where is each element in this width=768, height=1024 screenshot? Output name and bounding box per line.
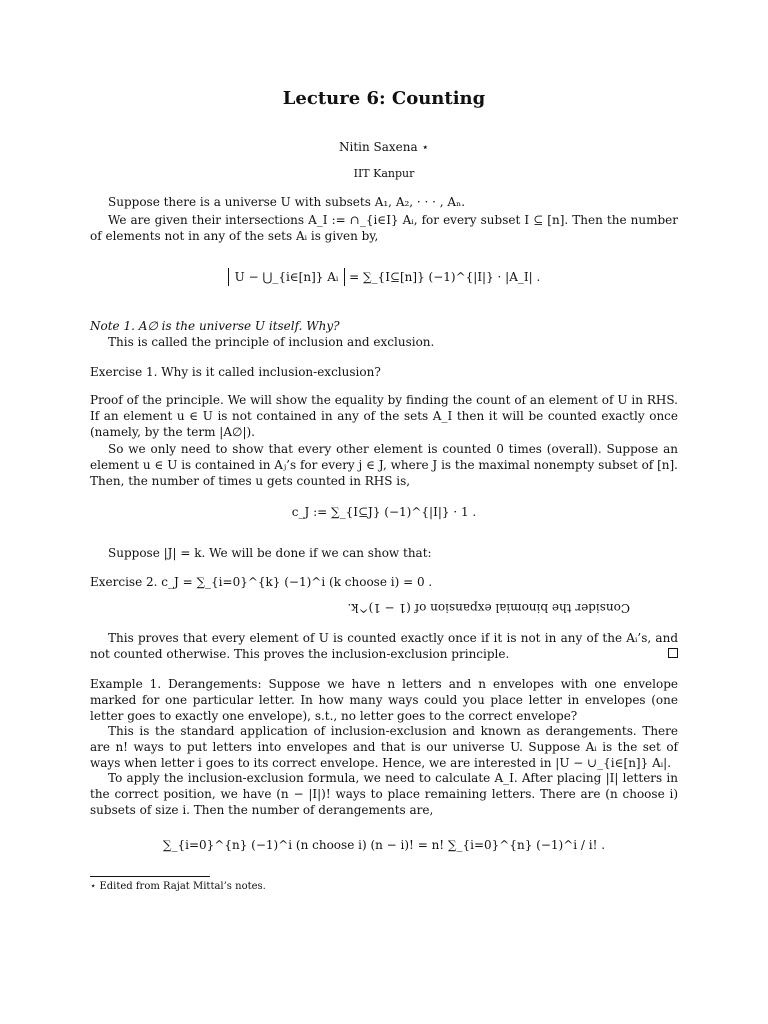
qed-square-icon <box>668 648 678 658</box>
affiliation: IIT Kanpur <box>353 167 415 180</box>
proof-paragraph-1: Proof of the principle. We will show the equality by finding the count of an element of U in RHS. If an element u ∈ U is not contained in any of the sets A_I then it will be counted exactly once (namely, by the term |A∅|). <box>90 393 678 439</box>
footnote-rule <box>90 876 210 877</box>
paragraph-intersections: We are given their intersections A_I := ∩_{i∈I} Aᵢ, for every subset I ⊆ [n]. Then the number of elements not in any of the sets Aᵢ is given by, <box>90 213 678 243</box>
author-name: Nitin Saxena ⋆ <box>339 140 429 154</box>
note-1-principle: This is called the principle of inclusion and exclusion. <box>108 335 435 349</box>
proof-conclusion: This proves that every element of U is counted exactly once if it is not in any of the Aᵢ’s, and not counted otherwise. This proves the inclusion-exclusion principle. <box>90 631 678 661</box>
suppose-k: Suppose |J| = k. We will be done if we can show that: <box>108 546 432 560</box>
equation-lhs: U − ⋃_{i∈[n]} Aᵢ <box>228 268 346 286</box>
equation-inclusion-exclusion <box>90 268 678 286</box>
example-1-formula-setup: To apply the inclusion-exclusion formula, we need to calculate A_I. After placing |I| letters in the correct position, we have (n − |I|)! ways to place remaining letters. There are (n choose i) subsets of size i. Then the number of derangements are, <box>90 771 678 817</box>
example-1-explanation: This is the standard application of inclusion-exclusion and known as derangements. There are n! ways to put letters into envelopes and that is our universe U. Suppose Aᵢ is the set of ways when letter i goes to its correct envelope. Hence, we are interested in |U − ∪_{i∈[n]} Aᵢ|. <box>90 724 678 770</box>
note-1: Note 1. A∅ is the universe U itself. Why? <box>90 319 340 333</box>
example-1-derangements: Example 1. Derangements: Suppose we have n letters and n envelopes with one envelope marked for one particular letter. In how many ways could you place letter in envelopes (one letter goes to exactly one envelope), s.t., no letter goes to the correct envelope? <box>90 677 678 723</box>
equation-cj: c_J := ∑_{I⊆J} (−1)^{|I|} · 1 . <box>291 505 477 519</box>
proof-paragraph-2: So we only need to show that every other element is counted 0 times (overall). Suppose an element u ∈ U is contained in Aⱼ’s for every j ∈ J, where J is the maximal nonempty subset of [n]. Then, the number of times u gets counted in RHS is, <box>90 442 678 488</box>
paragraph-universe: Suppose there is a universe U with subsets A₁, A₂, · · · , Aₙ. <box>108 195 466 209</box>
footnote: ⋆ Edited from Rajat Mittal’s notes. <box>90 881 266 892</box>
equation-rhs: = ∑_{I⊆[n]} (−1)^{|I|} · |A_I| . <box>349 270 541 284</box>
upside-down-hint: Consider the binomial expansion of (1 − 1)^k. <box>347 601 630 615</box>
exercise-2: Exercise 2. c_J = ∑_{i=0}^{k} (−1)^i (k choose i) = 0 . <box>90 575 433 589</box>
equation-derangements: ∑_{i=0}^{n} (−1)^i (n choose i) (n − i)! = n! ∑_{i=0}^{n} (−1)^i / i! . <box>162 838 606 852</box>
exercise-1: Exercise 1. Why is it called inclusion-exclusion? <box>90 365 381 379</box>
page-title: Lecture 6: Counting <box>282 88 486 109</box>
